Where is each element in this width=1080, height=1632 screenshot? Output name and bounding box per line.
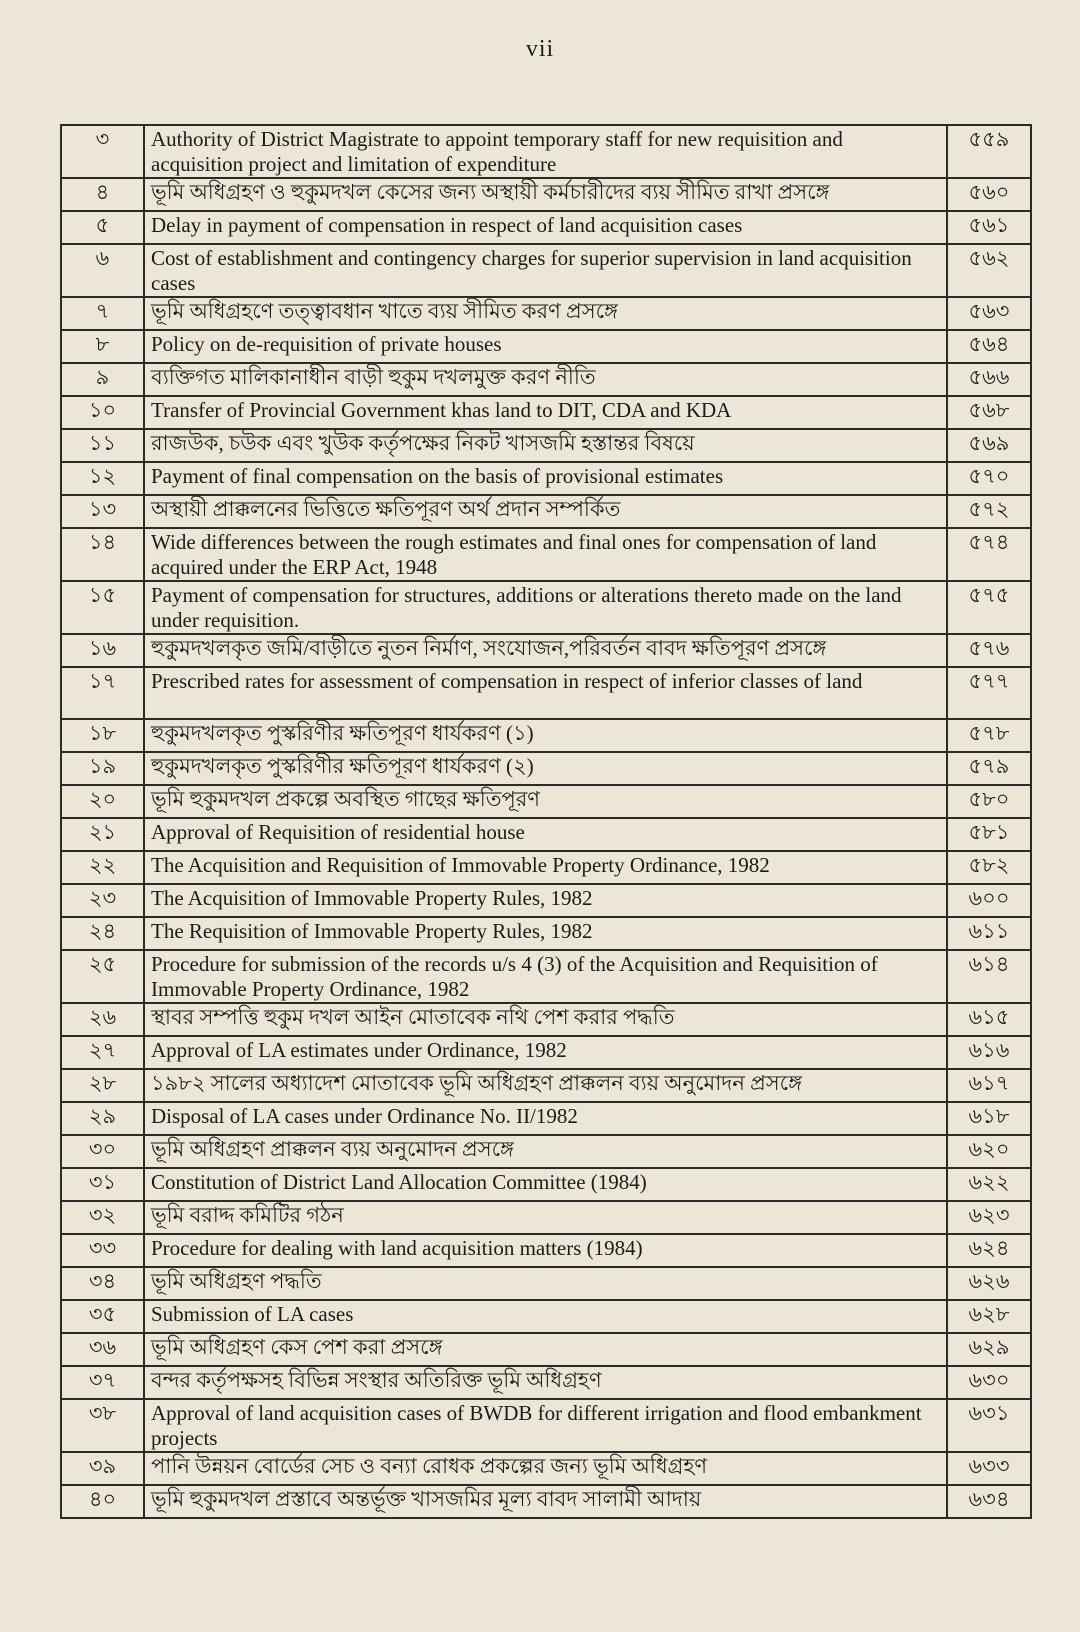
entry-page-number: ৬২৯ [947, 1333, 1031, 1366]
entry-page-number: ৬১১ [947, 917, 1031, 950]
entry-page-number: ৫৮১ [947, 818, 1031, 851]
entry-page-number: ৫৬১ [947, 211, 1031, 244]
table-row [61, 1452, 1031, 1485]
entry-page-number: ৫৭৯ [947, 752, 1031, 785]
entry-title: ভূমি অধিগ্রহণ কেস পেশ করা প্রসঙ্গে [144, 1333, 947, 1366]
entry-page-number: ৫৭২ [947, 495, 1031, 528]
contents-table [60, 124, 1032, 1519]
entry-title: Policy on de-requisition of private houses [144, 330, 947, 363]
entry-title: ভূমি বরাদ্দ কমিটির গঠন [144, 1201, 947, 1234]
entry-number: ১৮ [61, 719, 144, 752]
entry-title: স্থাবর সম্পত্তি হুকুম দখল আইন মোতাবেক নথি পেশ করার পদ্ধতি [144, 1003, 947, 1036]
entry-title: Delay in payment of compensation in respect of land acquisition cases [144, 211, 947, 244]
table-row [61, 1036, 1031, 1069]
entry-title: Submission of LA cases [144, 1300, 947, 1333]
entry-page-number: ৫৭৫ [947, 581, 1031, 634]
entry-number: ১৫ [61, 581, 144, 634]
entry-page-number: ৫৬৩ [947, 297, 1031, 330]
entry-page-number: ৫৭৪ [947, 528, 1031, 581]
entry-title: Procedure for dealing with land acquisition matters (1984) [144, 1234, 947, 1267]
entry-number: ২৩ [61, 884, 144, 917]
entry-title: পানি উন্নয়ন বোর্ডের সেচ ও বন্যা রোধক প্রকল্পের জন্য ভূমি অধিগ্রহণ [144, 1452, 947, 1485]
entry-number: ৩৮ [61, 1399, 144, 1452]
entry-page-number: ৬২২ [947, 1168, 1031, 1201]
entry-title: Approval of LA estimates under Ordinance, 1982 [144, 1036, 947, 1069]
entry-number: ৩৯ [61, 1452, 144, 1485]
entry-title: Constitution of District Land Allocation Committee (1984) [144, 1168, 947, 1201]
entry-title: Approval of Requisition of residential house [144, 818, 947, 851]
entry-page-number: ৬২৬ [947, 1267, 1031, 1300]
entry-number: ৩২ [61, 1201, 144, 1234]
table-row [61, 429, 1031, 462]
entry-number: ৩০ [61, 1135, 144, 1168]
entry-number: ২১ [61, 818, 144, 851]
entry-title: Cost of establishment and contingency charges for superior supervision in land acquisition cases [144, 244, 947, 297]
table-row [61, 462, 1031, 495]
table-row [61, 125, 1031, 178]
entry-title: ব্যক্তিগত মালিকানাধীন বাড়ী হুকুম দখলমুক্ত করণ নীতি [144, 363, 947, 396]
entry-number: ২৮ [61, 1069, 144, 1102]
table-row [61, 297, 1031, 330]
entry-number: ৩৫ [61, 1300, 144, 1333]
table-row [61, 1135, 1031, 1168]
table-row [61, 1069, 1031, 1102]
page-number: vii [525, 36, 555, 62]
entry-title: ভূমি অধিগ্রহণ ও হুকুমদখল কেসের জন্য অস্থায়ী কর্মচারীদের ব্যয় সীমিত রাখা প্রসঙ্গে [144, 178, 947, 211]
table-row [61, 634, 1031, 667]
entry-page-number: ৬১৫ [947, 1003, 1031, 1036]
entry-page-number: ৫৭০ [947, 462, 1031, 495]
entry-number: ৭ [61, 297, 144, 330]
entry-number: ৪০ [61, 1485, 144, 1518]
entry-number: ৯ [61, 363, 144, 396]
entry-title: হুকুমদখলকৃত জমি/বাড়ীতে নুতন নির্মাণ, সংযোজন,পরিবর্তন বাবদ ক্ষতিপূরণ প্রসঙ্গে [144, 634, 947, 667]
table-row [61, 1267, 1031, 1300]
entry-page-number: ৬২৩ [947, 1201, 1031, 1234]
entry-number: ২০ [61, 785, 144, 818]
entry-page-number: ৫৮২ [947, 851, 1031, 884]
entry-title: Payment of final compensation on the basis of provisional estimates [144, 462, 947, 495]
entry-title: Transfer of Provincial Government khas land to DIT, CDA and KDA [144, 396, 947, 429]
table-row [61, 330, 1031, 363]
entry-number: ১২ [61, 462, 144, 495]
entry-number: ১১ [61, 429, 144, 462]
table-row [61, 1399, 1031, 1452]
entry-title: ১৯৮২ সালের অধ্যাদেশ মোতাবেক ভূমি অধিগ্রহণ প্রাক্কলন ব্যয় অনুমোদন প্রসঙ্গে [144, 1069, 947, 1102]
table-row [61, 1102, 1031, 1135]
entry-number: ১৯ [61, 752, 144, 785]
entry-page-number: ৫৭৬ [947, 634, 1031, 667]
table-row [61, 884, 1031, 917]
entry-title: Disposal of LA cases under Ordinance No. II/1982 [144, 1102, 947, 1135]
entry-title: Authority of District Magistrate to appoint temporary staff for new requisition and acquisition project and limitation of expenditure [144, 125, 947, 178]
entry-title: The Acquisition and Requisition of Immovable Property Ordinance, 1982 [144, 851, 947, 884]
entry-number: ৫ [61, 211, 144, 244]
entry-number: ৪ [61, 178, 144, 211]
entry-page-number: ৫৭৭ [947, 667, 1031, 719]
entry-page-number: ৬১৪ [947, 950, 1031, 1003]
entry-title: Prescribed rates for assessment of compensation in respect of inferior classes of land [144, 667, 947, 719]
contents-table-body [61, 125, 1031, 1518]
entry-title: ভূমি অধিগ্রহণ পদ্ধতি [144, 1267, 947, 1300]
entry-number: ১৩ [61, 495, 144, 528]
entry-title: The Requisition of Immovable Property Rules, 1982 [144, 917, 947, 950]
table-row [61, 667, 1031, 719]
entry-number: ২৯ [61, 1102, 144, 1135]
table-row [61, 1201, 1031, 1234]
table-row [61, 495, 1031, 528]
table-row [61, 1234, 1031, 1267]
table-row [61, 396, 1031, 429]
table-row [61, 244, 1031, 297]
entry-page-number: ৫৬৮ [947, 396, 1031, 429]
entry-number: ২২ [61, 851, 144, 884]
entry-number: ১৬ [61, 634, 144, 667]
entry-number: ৩৭ [61, 1366, 144, 1399]
entry-page-number: ৫৭৮ [947, 719, 1031, 752]
entry-number: ৮ [61, 330, 144, 363]
entry-title: রাজউক, চউক এবং খুউক কর্তৃপক্ষের নিকট খাসজমি হস্তান্তর বিষয়ে [144, 429, 947, 462]
entry-page-number: ৫৬৬ [947, 363, 1031, 396]
entry-page-number: ৬৩৩ [947, 1452, 1031, 1485]
table-row [61, 528, 1031, 581]
entry-number: ৩৪ [61, 1267, 144, 1300]
entry-title: The Acquisition of Immovable Property Rules, 1982 [144, 884, 947, 917]
entry-number: ২৫ [61, 950, 144, 1003]
entry-number: ৩৬ [61, 1333, 144, 1366]
table-row [61, 363, 1031, 396]
entry-page-number: ৬৩৪ [947, 1485, 1031, 1518]
table-row [61, 1366, 1031, 1399]
entry-page-number: ৫৮০ [947, 785, 1031, 818]
table-row [61, 1003, 1031, 1036]
entry-title: ভূমি হুকুমদখল প্রকল্পে অবস্থিত গাছের ক্ষতিপূরণ [144, 785, 947, 818]
entry-title: ভূমি হুকুমদখল প্রস্তাবে অন্তর্ভূক্ত খাসজমির মূল্য বাবদ সালামী আদায় [144, 1485, 947, 1518]
entry-page-number: ৫৬২ [947, 244, 1031, 297]
entry-title: বন্দর কর্তৃপক্ষসহ বিভিন্ন সংস্থার অতিরিক্ত ভূমি অধিগ্রহণ [144, 1366, 947, 1399]
entry-page-number: ৬০০ [947, 884, 1031, 917]
table-row [61, 917, 1031, 950]
entry-number: ৩১ [61, 1168, 144, 1201]
entry-title: Payment of compensation for structures, additions or alterations thereto made on the land under requisition. [144, 581, 947, 634]
table-row [61, 851, 1031, 884]
entry-page-number: ৬২৪ [947, 1234, 1031, 1267]
entry-number: ২৬ [61, 1003, 144, 1036]
entry-title: Approval of land acquisition cases of BWDB for different irrigation and flood embankment projects [144, 1399, 947, 1452]
entry-number: ১৭ [61, 667, 144, 719]
table-row [61, 178, 1031, 211]
entry-number: ২৪ [61, 917, 144, 950]
entry-title: হুকুমদখলকৃত পুস্করিণীর ক্ষতিপূরণ ধার্যকরণ (১) [144, 719, 947, 752]
entry-title: ভূমি অধিগ্রহণে তত্ত্বাবধান খাতে ব্যয় সীমিত করণ প্রসঙ্গে [144, 297, 947, 330]
entry-number: ১০ [61, 396, 144, 429]
table-row [61, 581, 1031, 634]
entry-number: ২৭ [61, 1036, 144, 1069]
table-row [61, 1333, 1031, 1366]
entry-title: অস্থায়ী প্রাক্কলনের ভিত্তিতে ক্ষতিপূরণ অর্থ প্রদান সম্পর্কিত [144, 495, 947, 528]
entry-title: Procedure for submission of the records u/s 4 (3) of the Acquisition and Requisition of Immovable Property Ordinance, 1982 [144, 950, 947, 1003]
entry-page-number: ৫৬৯ [947, 429, 1031, 462]
table-row [61, 211, 1031, 244]
entry-page-number: ৬১৮ [947, 1102, 1031, 1135]
entry-page-number: ৫৬০ [947, 178, 1031, 211]
entry-number: ৬ [61, 244, 144, 297]
entry-number: ৩ [61, 125, 144, 178]
table-row [61, 818, 1031, 851]
entry-title: ভূমি অধিগ্রহণ প্রাক্কলন ব্যয় অনুমোদন প্রসঙ্গে [144, 1135, 947, 1168]
entry-page-number: ৬৩০ [947, 1366, 1031, 1399]
entry-number: ১৪ [61, 528, 144, 581]
entry-page-number: ৬২৮ [947, 1300, 1031, 1333]
entry-page-number: ৬২০ [947, 1135, 1031, 1168]
table-row [61, 719, 1031, 752]
entry-page-number: ৬৩১ [947, 1399, 1031, 1452]
entry-page-number: ৬১৬ [947, 1036, 1031, 1069]
table-row [61, 1168, 1031, 1201]
entry-title: হুকুমদখলকৃত পুস্করিণীর ক্ষতিপূরণ ধার্যকরণ (২) [144, 752, 947, 785]
table-row [61, 752, 1031, 785]
entry-page-number: ৬১৭ [947, 1069, 1031, 1102]
entry-page-number: ৫৬৪ [947, 330, 1031, 363]
table-row [61, 950, 1031, 1003]
table-row [61, 785, 1031, 818]
entry-page-number: ৫৫৯ [947, 125, 1031, 178]
table-row [61, 1300, 1031, 1333]
table-row [61, 1485, 1031, 1518]
entry-number: ৩৩ [61, 1234, 144, 1267]
entry-title: Wide differences between the rough estimates and final ones for compensation of land acquired under the ERP Act, 1948 [144, 528, 947, 581]
